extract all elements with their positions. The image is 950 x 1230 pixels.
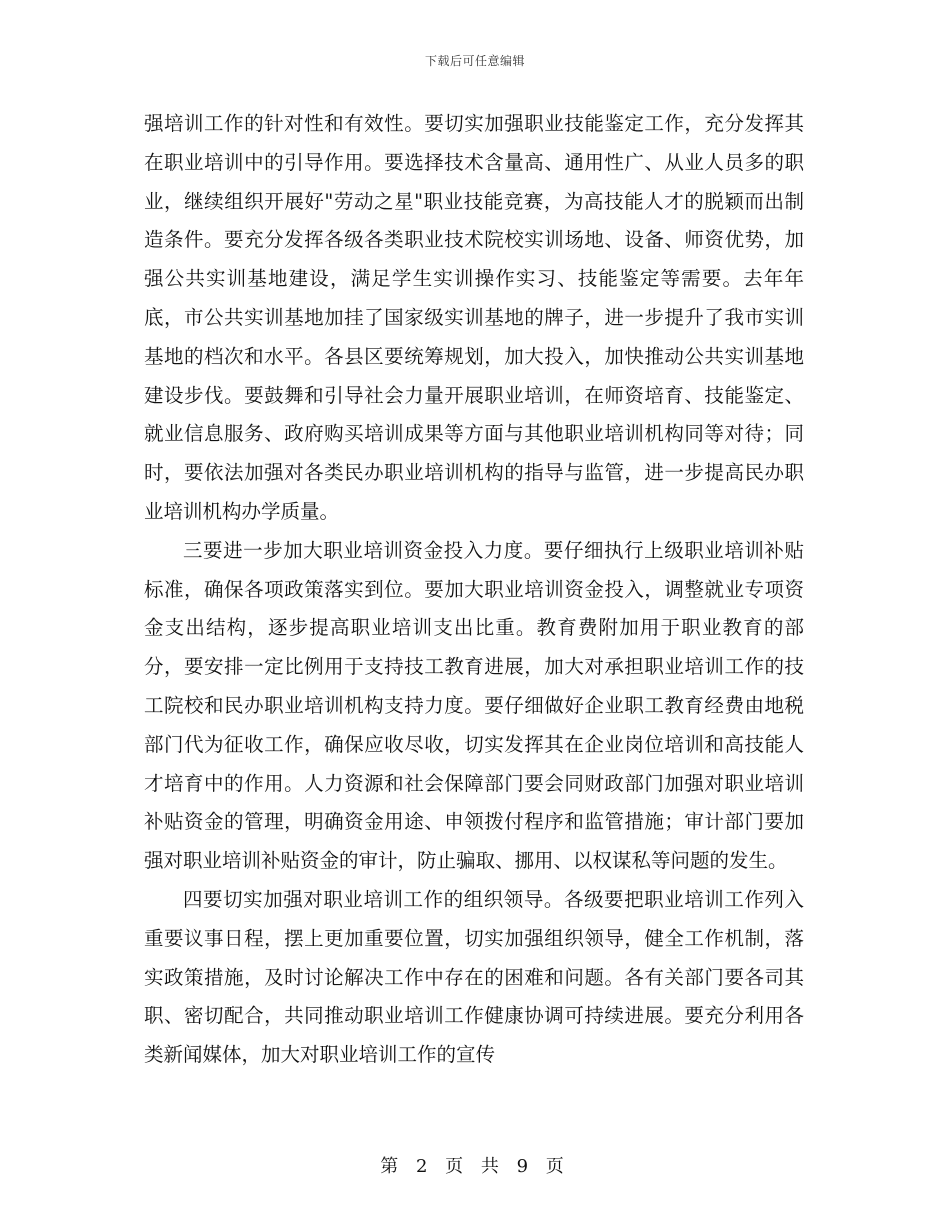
paragraph-continued: 强培训工作的针对性和有效性。要切实加强职业技能鉴定工作，充分发挥其在职业培训中的引导作用。要选择技术含量高、通用性广、从业人员多的职业，继续组织开展好"劳动之星"职业技能竞赛，为高技能人才的脱颖而出制造条件。要充分发挥各级各类职业技术院校实训场地、设备、师资优势，加强公共实训基地建设，满足学生实训操作实习、技能鉴定等需要。去年年底，市公共实训基地加挂了国家级实训基地的牌子，进一步提升了我市实训基地的档次和水平。各县区要统筹规划，加大投入，加快推动公共实训基地建设步伐。要鼓舞和引导社会力量开展职业培训，在师资培育、技能鉴定、就业信息服务、政府购买培训成果等方面与其他职业培训机构同等对待；同时，要依法加强对各类民办职业培训机构的指导与监管，进一步提高民办职业培训机构办学质量。	[144, 112, 804, 523]
page-number-footer: 第 2 页 共 9 页	[380, 1156, 570, 1177]
paragraph-leadership: 四要切实加强对职业培训工作的组织领导。各级要把职业培训工作列入重要议事日程，摆上更加重要位置，切实加强组织领导，健全工作机制，落实政策措施，及时讨论解决工作中存在的困难和问题。各有关部门要各司其职、密切配合，共同推动职业培训工作健康协调可持续进展。要充分利用各类新闻媒体，加大对职业培训工作的宣传	[144, 887, 804, 1067]
paragraph-funding: 三要进一步加大职业培训资金投入力度。要仔细执行上级职业培训补贴标准，确保各项政策落实到位。要加大职业培训资金投入，调整就业专项资金支出结构，逐步提高职业培训支出比重。教育费附加用于职业教育的部分，要安排一定比例用于支持技工教育进展，加大对承担职业培训工作的技工院校和民办职业培训机构支持力度。要仔细做好企业职工教育经费由地税部门代为征收工作，确保应收尽收，切实发挥其在企业岗位培训和高技能人才培育中的作用。人力资源和社会保障部门要会同财政部门加强对职业培训补贴资金的管理，明确资金用途、申领拨付程序和监管措施；审计部门要加强对职业培训补贴资金的审计，防止骗取、挪用、以权谋私等问题的发生。	[144, 538, 804, 873]
page-header: 下载后可任意编辑	[424, 54, 525, 68]
document-body	[144, 105, 804, 1075]
